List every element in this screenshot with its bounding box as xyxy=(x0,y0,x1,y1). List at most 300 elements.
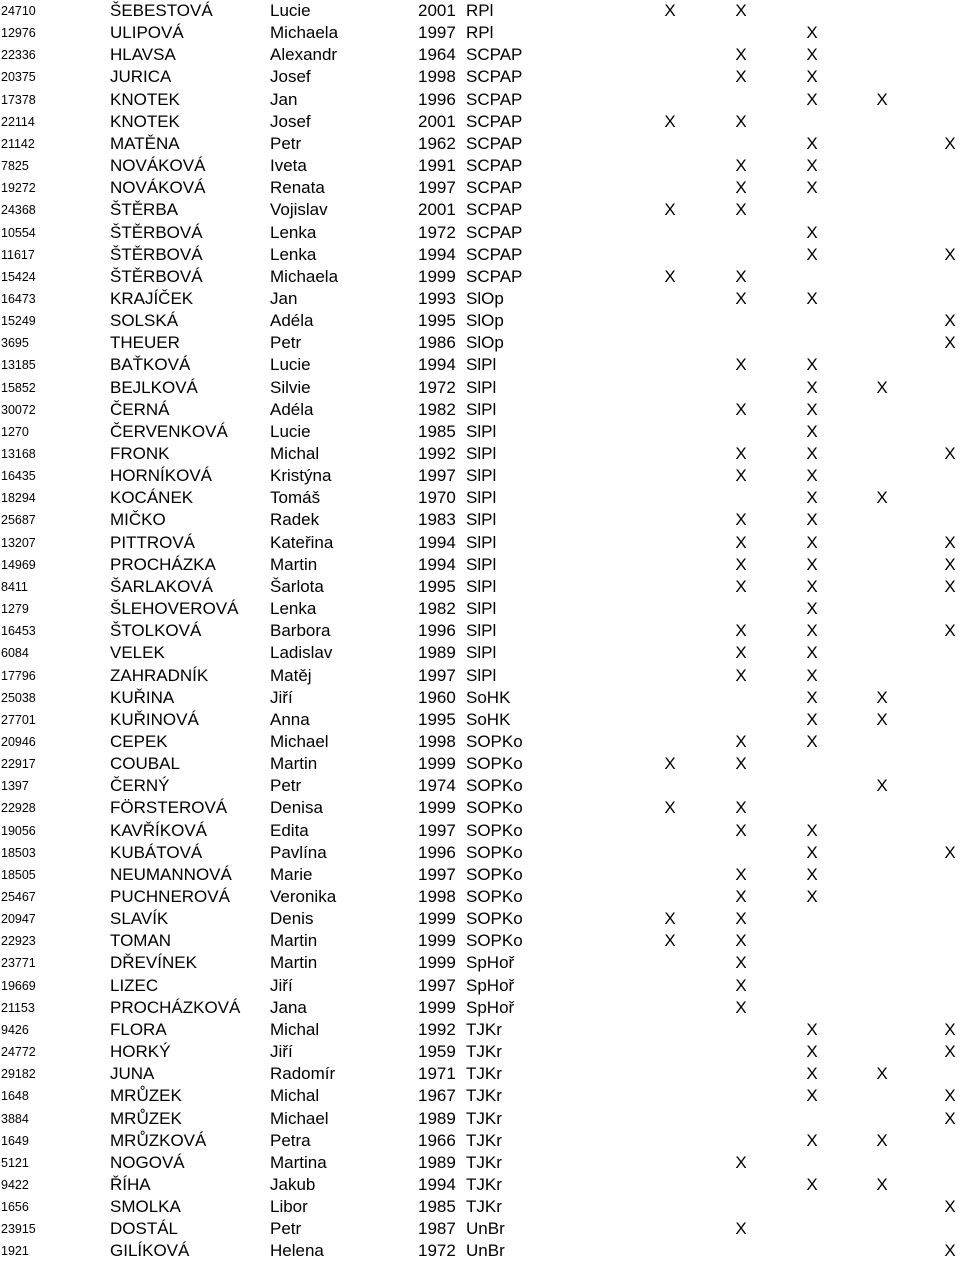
mark-cell-2: X xyxy=(735,731,747,751)
member-id-cell: 25467 xyxy=(1,890,36,904)
first-name-cell: Silvie xyxy=(270,377,311,397)
first-name-cell: Alexandr xyxy=(270,45,338,65)
club-cell: TJKr xyxy=(466,1064,502,1084)
mark-cell-4: X xyxy=(876,709,888,729)
member-id-cell: 13168 xyxy=(1,447,36,461)
mark-cell-2: X xyxy=(735,931,747,951)
club-cell: SOPKo xyxy=(466,754,523,774)
club-cell: SOPKo xyxy=(466,909,523,929)
member-id-cell: 1397 xyxy=(1,779,29,794)
surname-cell: ŠTOLKOVÁ xyxy=(110,621,202,641)
surname-cell: ULIPOVÁ xyxy=(110,23,184,43)
table-row xyxy=(0,111,960,133)
mark-cell-2: X xyxy=(735,909,747,929)
table-row xyxy=(0,532,960,554)
birth-year-cell: 1998 xyxy=(418,731,456,751)
mark-cell-2: X xyxy=(735,466,747,486)
member-id-cell: 22114 xyxy=(1,114,35,129)
surname-cell: MRŮZKOVÁ xyxy=(110,1130,207,1150)
birth-year-cell: 1997 xyxy=(418,178,456,198)
table-row xyxy=(0,1196,960,1218)
birth-year-cell: 1994 xyxy=(418,532,456,552)
birth-year-cell: 1996 xyxy=(418,842,456,862)
club-cell: SOPKo xyxy=(466,731,523,751)
club-cell: SCPAP xyxy=(466,222,523,242)
mark-cell-1: X xyxy=(664,798,676,818)
mark-cell-5: X xyxy=(944,133,956,153)
club-cell: UnBr xyxy=(466,1219,505,1239)
surname-cell: NOVÁKOVÁ xyxy=(110,156,206,176)
mark-cell-3: X xyxy=(806,1086,818,1106)
birth-year-cell: 1999 xyxy=(418,997,456,1017)
table-row xyxy=(0,908,960,930)
member-id-cell: 23915 xyxy=(1,1222,36,1237)
first-name-cell: Lucie xyxy=(270,421,311,441)
first-name-cell: Petra xyxy=(270,1130,311,1150)
club-cell: TJKr xyxy=(466,1019,502,1039)
club-cell: SlPl xyxy=(466,532,497,552)
first-name-cell: Marie xyxy=(270,864,313,884)
surname-cell: PUCHNEROVÁ xyxy=(110,887,230,906)
mark-cell-2: X xyxy=(735,45,747,65)
table-row xyxy=(0,997,960,1019)
club-cell: SlPl xyxy=(466,621,497,641)
table-row xyxy=(0,975,960,997)
table-row xyxy=(0,665,960,687)
birth-year-cell: 1997 xyxy=(418,23,456,43)
first-name-cell: Denisa xyxy=(270,798,323,818)
birth-year-cell: 1972 xyxy=(418,377,456,397)
surname-cell: KNOTEK xyxy=(110,89,180,109)
surname-cell: MRŮZEK xyxy=(110,1086,182,1106)
table-row xyxy=(0,487,960,509)
birth-year-cell: 1998 xyxy=(418,887,456,906)
surname-cell: DŘEVÍNEK xyxy=(110,953,197,973)
table-row xyxy=(0,288,960,310)
first-name-cell: Vojislav xyxy=(270,200,328,220)
mark-cell-3: X xyxy=(806,222,818,242)
surname-cell: KOCÁNEK xyxy=(110,488,194,508)
first-name-cell: Kateřina xyxy=(270,532,334,552)
mark-cell-5: X xyxy=(944,1197,956,1217)
birth-year-cell: 1999 xyxy=(418,953,456,973)
club-cell: SCPAP xyxy=(466,67,523,87)
first-name-cell: Martin xyxy=(270,953,318,973)
mark-cell-3: X xyxy=(806,887,818,906)
mark-cell-3: X xyxy=(806,377,818,397)
mark-cell-4: X xyxy=(876,687,888,707)
mark-cell-2: X xyxy=(735,953,747,973)
mark-cell-2: X xyxy=(735,266,747,286)
member-id-cell: 8411 xyxy=(1,579,28,594)
table-row xyxy=(0,377,960,399)
table-row xyxy=(0,222,960,244)
member-id-cell: 18505 xyxy=(1,867,36,882)
birth-year-cell: 1959 xyxy=(418,1042,456,1062)
table-row xyxy=(0,753,960,775)
surname-cell: NEUMANNOVÁ xyxy=(110,864,232,884)
birth-year-cell: 1993 xyxy=(418,288,456,308)
club-cell: SlPl xyxy=(466,421,497,441)
table-row xyxy=(0,332,960,354)
table-row xyxy=(0,509,960,531)
first-name-cell: Michael xyxy=(270,731,329,751)
table-row xyxy=(0,797,960,819)
club-cell: SlPl xyxy=(466,576,497,596)
member-id-cell: 25038 xyxy=(1,690,36,705)
member-id-cell: 25687 xyxy=(1,513,36,528)
table-row xyxy=(0,952,960,974)
surname-cell: COUBAL xyxy=(110,754,180,774)
first-name-cell: Renata xyxy=(270,178,325,198)
club-cell: TJKr xyxy=(466,1152,502,1172)
member-id-cell: 17378 xyxy=(1,92,36,107)
first-name-cell: Pavlína xyxy=(270,842,327,862)
surname-cell: HORNÍKOVÁ xyxy=(110,466,213,486)
club-cell: TJKr xyxy=(466,1197,502,1217)
mark-cell-2: X xyxy=(735,621,747,641)
surname-cell: BEJLKOVÁ xyxy=(110,377,198,397)
mark-cell-2: X xyxy=(735,576,747,596)
table-row xyxy=(0,89,960,111)
birth-year-cell: 1982 xyxy=(418,599,456,619)
table-row xyxy=(0,687,960,709)
table-row xyxy=(0,864,960,886)
first-name-cell: Petr xyxy=(270,133,302,153)
birth-year-cell: 1994 xyxy=(418,1174,456,1194)
first-name-cell: Radomír xyxy=(270,1064,336,1084)
mark-cell-2: X xyxy=(735,975,747,995)
member-id-cell: 3695 xyxy=(1,336,29,351)
birth-year-cell: 1967 xyxy=(418,1086,456,1106)
surname-cell: HLAVSA xyxy=(110,45,176,65)
club-cell: SlOp xyxy=(466,288,504,308)
mark-cell-3: X xyxy=(806,421,818,441)
birth-year-cell: 1995 xyxy=(418,709,456,729)
club-cell: TJKr xyxy=(466,1086,502,1106)
birth-year-cell: 1997 xyxy=(418,864,456,884)
mark-cell-3: X xyxy=(806,709,818,729)
member-id-cell: 10554 xyxy=(1,225,36,240)
member-id-cell: 13185 xyxy=(1,358,36,373)
mark-cell-5: X xyxy=(944,333,956,353)
member-id-cell: 18294 xyxy=(1,491,36,506)
table-row xyxy=(0,775,960,797)
club-cell: SlPl xyxy=(466,599,497,619)
birth-year-cell: 1995 xyxy=(418,576,456,596)
mark-cell-5: X xyxy=(944,532,956,552)
mark-cell-3: X xyxy=(806,532,818,552)
mark-cell-5: X xyxy=(944,554,956,574)
surname-cell: NOVÁKOVÁ xyxy=(110,178,206,198)
surname-cell: GILÍKOVÁ xyxy=(110,1241,190,1261)
club-cell: SCPAP xyxy=(466,178,523,198)
club-cell: SOPKo xyxy=(466,887,523,906)
surname-cell: KAVŘÍKOVÁ xyxy=(110,820,207,840)
member-id-cell: 5121 xyxy=(1,1155,29,1170)
surname-cell: KNOTEK xyxy=(110,111,180,131)
club-cell: SCPAP xyxy=(466,45,523,65)
birth-year-cell: 1985 xyxy=(418,421,456,441)
first-name-cell: Lenka xyxy=(270,599,317,619)
mark-cell-5: X xyxy=(944,1241,956,1261)
member-id-cell: 1921 xyxy=(1,1244,29,1259)
surname-cell: ŠTĚRBOVÁ xyxy=(110,244,203,264)
member-id-cell: 1656 xyxy=(1,1200,29,1215)
mark-cell-3: X xyxy=(806,178,818,198)
first-name-cell: Anna xyxy=(270,709,310,729)
club-cell: UnBr xyxy=(466,1241,505,1261)
club-cell: RPl xyxy=(466,1,494,20)
table-row xyxy=(0,244,960,266)
table-row xyxy=(0,199,960,221)
club-cell: SOPKo xyxy=(466,820,523,840)
surname-cell: SMOLKA xyxy=(110,1197,181,1217)
first-name-cell: Tomáš xyxy=(270,488,321,508)
surname-cell: ŠTĚRBA xyxy=(110,200,179,220)
first-name-cell: Iveta xyxy=(270,156,307,176)
club-cell: SpHoř xyxy=(466,997,515,1017)
member-id-cell: 9426 xyxy=(1,1022,29,1037)
birth-year-cell: 1999 xyxy=(418,798,456,818)
mark-cell-2: X xyxy=(735,532,747,552)
member-id-cell: 24772 xyxy=(1,1045,36,1060)
mark-cell-3: X xyxy=(806,1042,818,1062)
first-name-cell: Josef xyxy=(270,111,311,131)
surname-cell: ČERNÁ xyxy=(110,399,170,419)
mark-cell-1: X xyxy=(664,266,676,286)
mark-cell-5: X xyxy=(944,1108,956,1128)
surname-cell: ŠEBESTOVÁ xyxy=(110,1,213,20)
first-name-cell: Lenka xyxy=(270,244,317,264)
mark-cell-1: X xyxy=(664,754,676,774)
mark-cell-3: X xyxy=(806,576,818,596)
mark-cell-3: X xyxy=(806,488,818,508)
mark-cell-4: X xyxy=(876,89,888,109)
mark-cell-4: X xyxy=(876,776,888,796)
surname-cell: KUŘINOVÁ xyxy=(110,709,199,729)
club-cell: SlPl xyxy=(466,488,497,508)
mark-cell-2: X xyxy=(735,820,747,840)
mark-cell-2: X xyxy=(735,355,747,375)
birth-year-cell: 2001 xyxy=(418,1,456,20)
mark-cell-2: X xyxy=(735,399,747,419)
surname-cell: ČERNÝ xyxy=(110,776,170,796)
club-cell: SOPKo xyxy=(466,776,523,796)
surname-cell: ŠLEHOVEROVÁ xyxy=(110,599,239,619)
club-cell: SOPKo xyxy=(466,931,523,951)
member-id-cell: 24368 xyxy=(1,203,36,218)
member-id-cell: 22928 xyxy=(1,801,36,816)
mark-cell-1: X xyxy=(664,931,676,951)
first-name-cell: Martin xyxy=(270,754,318,774)
club-cell: SCPAP xyxy=(466,89,523,109)
first-name-cell: Jan xyxy=(270,89,298,109)
first-name-cell: Lucie xyxy=(270,355,311,375)
birth-year-cell: 1986 xyxy=(418,333,456,353)
mark-cell-2: X xyxy=(735,156,747,176)
member-id-cell: 19669 xyxy=(1,978,36,993)
birth-year-cell: 1999 xyxy=(418,266,456,286)
birth-year-cell: 1960 xyxy=(418,687,456,707)
table-row xyxy=(0,399,960,421)
table-row xyxy=(0,620,960,642)
table-row xyxy=(0,576,960,598)
first-name-cell: Šarlota xyxy=(270,576,324,596)
mark-cell-1: X xyxy=(664,909,676,929)
club-cell: SlOp xyxy=(466,333,504,353)
member-id-cell: 15249 xyxy=(1,314,36,329)
birth-year-cell: 1998 xyxy=(418,67,456,87)
club-cell: SCPAP xyxy=(466,133,523,153)
club-cell: SpHoř xyxy=(466,975,515,995)
member-id-cell: 16435 xyxy=(1,469,36,484)
mark-cell-3: X xyxy=(806,599,818,619)
surname-cell: ŠTĚRBOVÁ xyxy=(110,222,203,242)
first-name-cell: Petr xyxy=(270,776,302,796)
table-row xyxy=(0,66,960,88)
mark-cell-3: X xyxy=(806,554,818,574)
birth-year-cell: 1982 xyxy=(418,399,456,419)
birth-year-cell: 1995 xyxy=(418,311,456,331)
mark-cell-3: X xyxy=(806,444,818,463)
surname-cell: PROCHÁZKOVÁ xyxy=(110,997,241,1017)
birth-year-cell: 1997 xyxy=(418,975,456,995)
mark-cell-2: X xyxy=(735,510,747,530)
mark-cell-2: X xyxy=(735,178,747,198)
birth-year-cell: 2001 xyxy=(418,200,456,220)
mark-cell-3: X xyxy=(806,133,818,153)
club-cell: SCPAP xyxy=(466,111,523,131)
first-name-cell: Jana xyxy=(270,997,307,1017)
table-row xyxy=(0,421,960,443)
member-id-cell: 19272 xyxy=(1,181,36,196)
birth-year-cell: 1996 xyxy=(418,89,456,109)
table-row xyxy=(0,930,960,952)
club-cell: SlPl xyxy=(466,399,497,419)
birth-year-cell: 1992 xyxy=(418,444,456,463)
member-id-cell: 12976 xyxy=(1,26,36,41)
surname-cell: PITTROVÁ xyxy=(110,532,196,552)
birth-year-cell: 1991 xyxy=(418,156,456,176)
birth-year-cell: 1999 xyxy=(418,931,456,951)
mark-cell-2: X xyxy=(735,665,747,685)
surname-cell: KUBÁTOVÁ xyxy=(110,842,203,862)
surname-cell: ČERVENKOVÁ xyxy=(110,421,228,441)
mark-cell-3: X xyxy=(806,510,818,530)
first-name-cell: Michal xyxy=(270,1086,320,1106)
surname-cell: SLAVÍK xyxy=(110,909,169,929)
table-row xyxy=(0,155,960,177)
first-name-cell: Petr xyxy=(270,333,302,353)
mark-cell-4: X xyxy=(876,1064,888,1084)
first-name-cell: Lucie xyxy=(270,1,311,20)
club-cell: SCPAP xyxy=(466,156,523,176)
mark-cell-2: X xyxy=(735,444,747,463)
club-cell: SCPAP xyxy=(466,200,523,220)
table-row xyxy=(0,1063,960,1085)
mark-cell-3: X xyxy=(806,621,818,641)
first-name-cell: Helena xyxy=(270,1241,324,1261)
birth-year-cell: 1970 xyxy=(418,488,456,508)
birth-year-cell: 1972 xyxy=(418,1241,456,1261)
first-name-cell: Petr xyxy=(270,1219,302,1239)
member-id-cell: 20947 xyxy=(1,912,36,927)
club-cell: SlOp xyxy=(466,311,504,331)
birth-year-cell: 1972 xyxy=(418,222,456,242)
mark-cell-3: X xyxy=(806,399,818,419)
surname-cell: ŘÍHA xyxy=(110,1174,151,1194)
birth-year-cell: 1971 xyxy=(418,1064,456,1084)
surname-cell: NOGOVÁ xyxy=(110,1152,185,1172)
first-name-cell: Michaela xyxy=(270,23,339,43)
birth-year-cell: 1989 xyxy=(418,1152,456,1172)
first-name-cell: Martina xyxy=(270,1152,327,1172)
mark-cell-3: X xyxy=(806,687,818,707)
table-row xyxy=(0,133,960,155)
member-id-cell: 15424 xyxy=(1,269,36,284)
member-id-cell: 16473 xyxy=(1,291,36,306)
table-row xyxy=(0,354,960,376)
first-name-cell: Josef xyxy=(270,67,311,87)
mark-cell-2: X xyxy=(735,1,747,20)
mark-cell-3: X xyxy=(806,820,818,840)
club-cell: TJKr xyxy=(466,1174,502,1194)
birth-year-cell: 1992 xyxy=(418,1019,456,1039)
mark-cell-2: X xyxy=(735,643,747,663)
birth-year-cell: 1994 xyxy=(418,244,456,264)
surname-cell: DOSTÁL xyxy=(110,1219,179,1239)
club-cell: SlPl xyxy=(466,665,497,685)
mark-cell-3: X xyxy=(806,1174,818,1194)
mark-cell-2: X xyxy=(735,1219,747,1239)
club-cell: SCPAP xyxy=(466,244,523,264)
member-id-cell: 21142 xyxy=(1,136,35,151)
surname-cell: ZAHRADNÍK xyxy=(110,665,209,685)
mark-cell-5: X xyxy=(944,1086,956,1106)
member-id-cell: 11617 xyxy=(1,247,35,262)
birth-year-cell: 1996 xyxy=(418,621,456,641)
first-name-cell: Radek xyxy=(270,510,320,530)
mark-cell-2: X xyxy=(735,554,747,574)
mark-cell-3: X xyxy=(806,355,818,375)
birth-year-cell: 1966 xyxy=(418,1130,456,1150)
club-cell: SOPKo xyxy=(466,864,523,884)
first-name-cell: Adéla xyxy=(270,311,314,331)
mark-cell-5: X xyxy=(944,621,956,641)
first-name-cell: Kristýna xyxy=(270,466,332,486)
mark-cell-3: X xyxy=(806,244,818,264)
birth-year-cell: 1997 xyxy=(418,820,456,840)
member-id-cell: 27701 xyxy=(1,712,36,727)
table-row xyxy=(0,1240,960,1262)
mark-cell-3: X xyxy=(806,665,818,685)
member-id-cell: 1270 xyxy=(1,424,29,439)
first-name-cell: Lenka xyxy=(270,222,317,242)
mark-cell-2: X xyxy=(735,754,747,774)
mark-cell-3: X xyxy=(806,156,818,176)
member-id-cell: 22917 xyxy=(1,757,36,772)
mark-cell-5: X xyxy=(944,1042,956,1062)
member-id-cell: 9422 xyxy=(1,1177,29,1192)
club-cell: SOPKo xyxy=(466,798,523,818)
member-id-cell: 29182 xyxy=(1,1067,36,1082)
surname-cell: MATĚNA xyxy=(110,133,180,153)
mark-cell-3: X xyxy=(806,842,818,862)
club-cell: SlPl xyxy=(466,554,497,574)
member-id-cell: 20375 xyxy=(1,70,36,85)
club-cell: SlPl xyxy=(466,444,497,463)
